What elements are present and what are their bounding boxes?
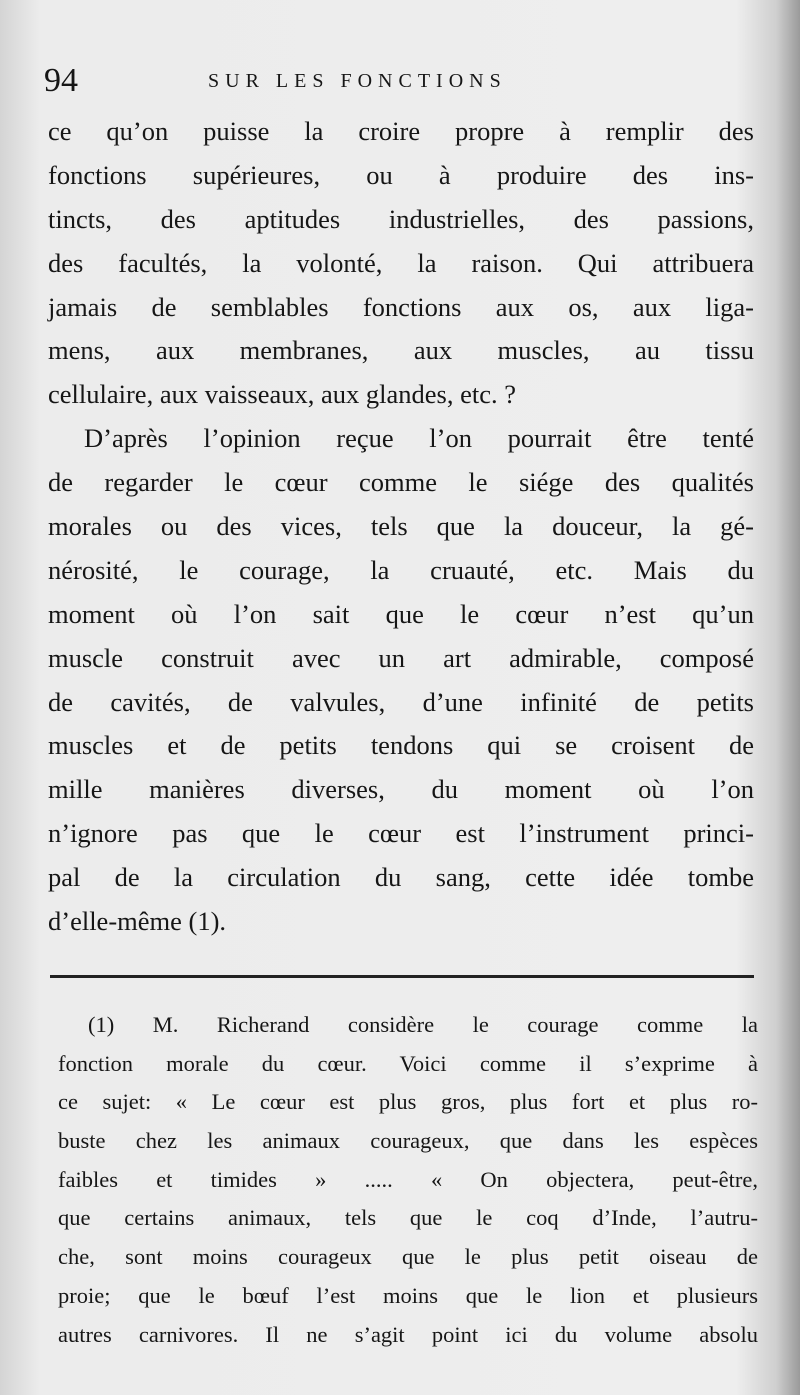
text-line: moment où l’on sait que le cœur n’est qu’un [48,598,754,629]
footnote-line: faibles et timides » ..... « On objectera, peut-être, [58,1166,758,1192]
text-line: muscles et de petits tendons qui se croisent de [48,730,754,761]
text-line: jamais de semblables fonctions aux os, aux liga- [48,291,754,322]
footnote-divider [50,975,754,978]
page-number: 94 [44,62,78,99]
footnote-line: buste chez les animaux courageux, que dans les espèces [58,1128,758,1154]
page-header [44,58,764,108]
text-line: n’ignore pas que le cœur est l’instrument princi- [48,818,754,849]
text-line: de cavités, de valvules, d’une infinité de petits [48,686,754,717]
running-head: SUR LES FONCTIONS [208,70,507,92]
footnote-line: autres carnivores. Il ne s’agit point ici du volume absolu [58,1321,758,1347]
text-line: pal de la circulation du sang, cette idée tombe [48,862,754,893]
text-line: cellulaire, aux vaisseaux, aux glandes, etc. ? [48,379,516,410]
text-line: fonctions supérieures, ou à produire des ins- [48,159,754,190]
footnote-line: que certains animaux, tels que le coq d’Inde, l’autru- [58,1205,758,1231]
text-line: de regarder le cœur comme le siége des qualités [48,467,754,498]
text-line: tincts, des aptitudes industrielles, des passions, [48,203,754,234]
body-text [48,110,754,944]
footnote-line: proie; que le bœuf l’est moins que le lion et plusieurs [58,1282,758,1308]
footnote-line: (1) M. Richerand considère le courage comme la [88,1012,758,1037]
text-line: muscle construit avec un art admirable, composé [48,642,754,673]
text-line: ce qu’on puisse la croire propre à remplir des [48,116,754,146]
text-line: mille manières diverses, du moment où l’on [48,774,754,805]
text-line: d’elle-même (1). [48,906,227,937]
text-line: des facultés, la volonté, la raison. Qui attribuera [48,247,754,278]
footnote-line: che, sont moins courageux que le plus petit oiseau de [58,1244,758,1270]
footnote [58,1006,758,1354]
footnote-line: ce sujet: « Le cœur est plus gros, plus fort et plus ro- [58,1089,758,1115]
text-line: mens, aux membranes, aux muscles, au tissu [48,335,754,366]
text-line: D’après l’opinion reçue l’on pourrait être tenté [84,423,754,454]
footnote-line: fonction morale du cœur. Voici comme il s’exprime à [58,1050,758,1076]
text-line: morales ou des vices, tels que la douceur, la gé- [48,511,754,542]
text-line: nérosité, le courage, la cruauté, etc. Mais du [48,554,754,585]
